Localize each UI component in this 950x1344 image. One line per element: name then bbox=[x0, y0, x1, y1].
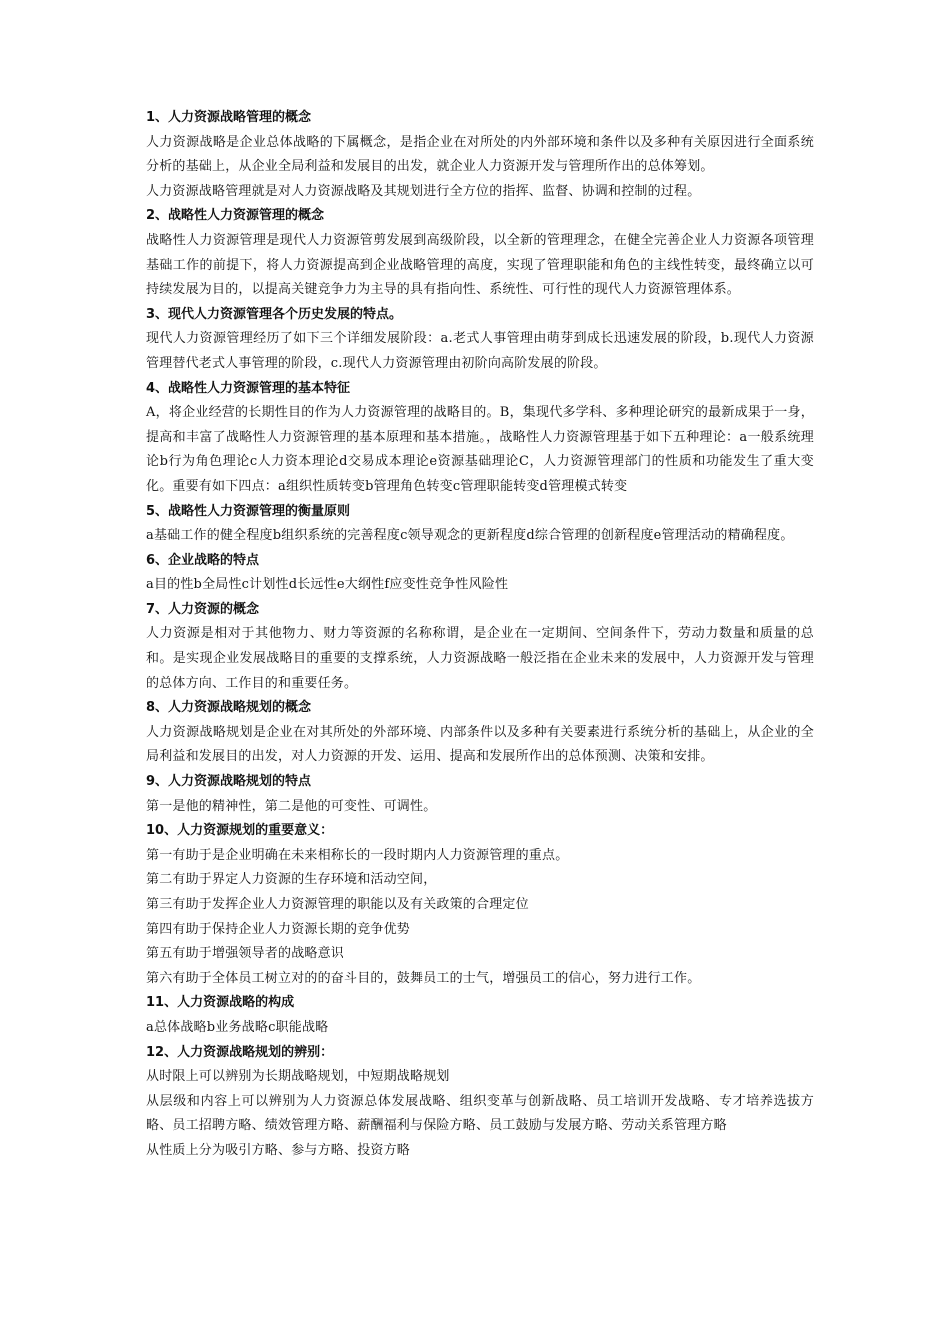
section-3 bbox=[146, 303, 814, 377]
section-heading: 3、现代人力资源管理各个历史发展的特点。 bbox=[146, 306, 403, 322]
section-heading: 9、人力资源战略规划的特点 bbox=[146, 774, 312, 790]
section-paragraph: 人力资源战略规划是企业在对其所处的外部环境、内部条件以及多种有关要素进行系统分析的基础上，从企业的全局利益和发展目的出发，对人力资源的开发、运用、提高和发展所作出的总体预测、决策和安排。 bbox=[146, 724, 814, 765]
section-paragraph: 现代人力资源管理经历了如下三个详细发展阶段：a.老式人事管理由萌芽到成长迅速发展的阶段，b.现代人力资源管理替代老式人事管理的阶段，c.现代人力资源管理由初阶向高阶发展的阶段。 bbox=[146, 331, 814, 371]
section-paragraph: 第五有助于增强领导者的战略意识 bbox=[146, 946, 345, 962]
section-paragraph: 人力资源是相对于其他物力、财力等资源的名称称谓，是企业在一定期间、空间条件下，劳动力数量和质量的总和。是实现企业发展战略目的重要的支撑系统，人力资源战略一般泛指在企业未来的发展中，人力资源开发与管理的总体方向、工作目的和重要任务。 bbox=[146, 626, 814, 691]
section-heading: 6、企业战略的特点 bbox=[146, 552, 260, 568]
section-paragraph: 第六有助于全体员工树立对的的奋斗目的，鼓舞员工的士气，增强员工的信心，努力进行工作。 bbox=[146, 970, 701, 986]
section-10 bbox=[146, 819, 814, 991]
section-11 bbox=[146, 991, 814, 1040]
section-9 bbox=[146, 770, 814, 819]
section-heading: 7、人力资源的概念 bbox=[146, 601, 260, 617]
section-paragraph: 第二有助于界定人力资源的生存环境和活动空间， bbox=[146, 872, 437, 888]
section-7 bbox=[146, 598, 814, 696]
section-paragraph: 第三有助于发挥企业人力资源管理的职能以及有关政策的合理定位 bbox=[146, 897, 529, 912]
document-page bbox=[146, 106, 814, 1164]
section-heading: 8、人力资源战略规划的概念 bbox=[146, 700, 312, 716]
section-paragraph: A，将企业经营的长期性目的作为人力资源管理的战略目的。B，集现代多学科、多种理论研究的最新成果于一身，提高和丰富了战略性人力资源管理的基本原理和基本措施。，战略性人力资源管理基于如下五种理论：a一般系统理论b行为角色理论c人力资本理论d交易成本理论e资源基础理论C，人力资源管理部门的性质和功能发生了重大变化。重要有如下四点：a组织性质转变b管理角色转变c管理职能转变d管理模式转变 bbox=[146, 405, 814, 494]
section-heading: 11、人力资源战略的构成 bbox=[146, 995, 295, 1011]
section-5 bbox=[146, 500, 814, 549]
section-heading: 5、战略性人力资源管理的衡量原则 bbox=[146, 503, 351, 519]
section-paragraph: 第一是他的精神性，第二是他的可变性、可调性。 bbox=[146, 798, 437, 814]
section-8 bbox=[146, 696, 814, 770]
section-heading: 1、人力资源战略管理的概念 bbox=[146, 110, 312, 125]
section-2 bbox=[146, 204, 814, 302]
section-paragraph: 人力资源战略管理就是对人力资源战略及其规划进行全方位的指挥、监督、协调和控制的过程。 bbox=[146, 183, 701, 199]
section-6 bbox=[146, 549, 814, 598]
section-heading: 4、战略性人力资源管理的基本特征 bbox=[146, 380, 351, 396]
section-4 bbox=[146, 377, 814, 500]
section-paragraph: a目的性b全局性c计划性d长远性e大纲性f应变性竞争性风险性 bbox=[146, 577, 509, 593]
section-paragraph: 从性质上分为吸引方略、参与方略、投资方略 bbox=[146, 1142, 411, 1158]
section-heading: 2、战略性人力资源管理的概念 bbox=[146, 208, 325, 224]
section-paragraph: 战略性人力资源管理是现代人力资源管剪发展到高级阶段，以全新的管理理念，在健全完善企业人力资源各项管理基础工作的前提下，将人力资源提高到企业战略管理的高度，实现了管理职能和角色的主线性转变，最终确立以可持续发展为目的，以提高关键竞争力为主导的具有指向性、系统性、可行性的现代人力资源管理体系。 bbox=[146, 232, 814, 298]
section-paragraph: 第一有助于是企业明确在未来相称长的一段时期内人力资源管理的重点。 bbox=[146, 847, 569, 863]
section-1 bbox=[146, 106, 814, 204]
section-paragraph: 人力资源战略是企业总体战略的下属概念，是指企业在对所处的内外部环境和条件以及多种有关原因进行全面系统分析的基础上，从企业全局利益和发展目的出发，就企业人力资源开发与管理所作出的总体筹划。 bbox=[146, 134, 814, 175]
section-paragraph: 从时限上可以辨别为长期战略规划，中短期战略规划 bbox=[146, 1069, 450, 1085]
section-12 bbox=[146, 1041, 814, 1164]
section-heading: 12、人力资源战略规划的辨别： bbox=[146, 1044, 334, 1060]
section-paragraph: 从层级和内容上可以辨别为人力资源总体发展战略、组织变革与创新战略、员工培训开发战略、专才培养选拔方略、员工招聘方略、绩效管理方略、薪酬福利与保险方略、员工鼓励与发展方略、劳动关系管理方略 bbox=[146, 1093, 814, 1134]
section-paragraph: a基础工作的健全程度b组织系统的完善程度c领导观念的更新程度d综合管理的创新程度e管理活动的精确程度。 bbox=[146, 528, 794, 544]
section-heading: 10、人力资源规划的重要意义： bbox=[146, 823, 334, 839]
section-paragraph: a总体战略b业务战略c职能战略 bbox=[146, 1019, 329, 1035]
section-paragraph: 第四有助于保持企业人力资源长期的竞争优势 bbox=[146, 921, 411, 937]
